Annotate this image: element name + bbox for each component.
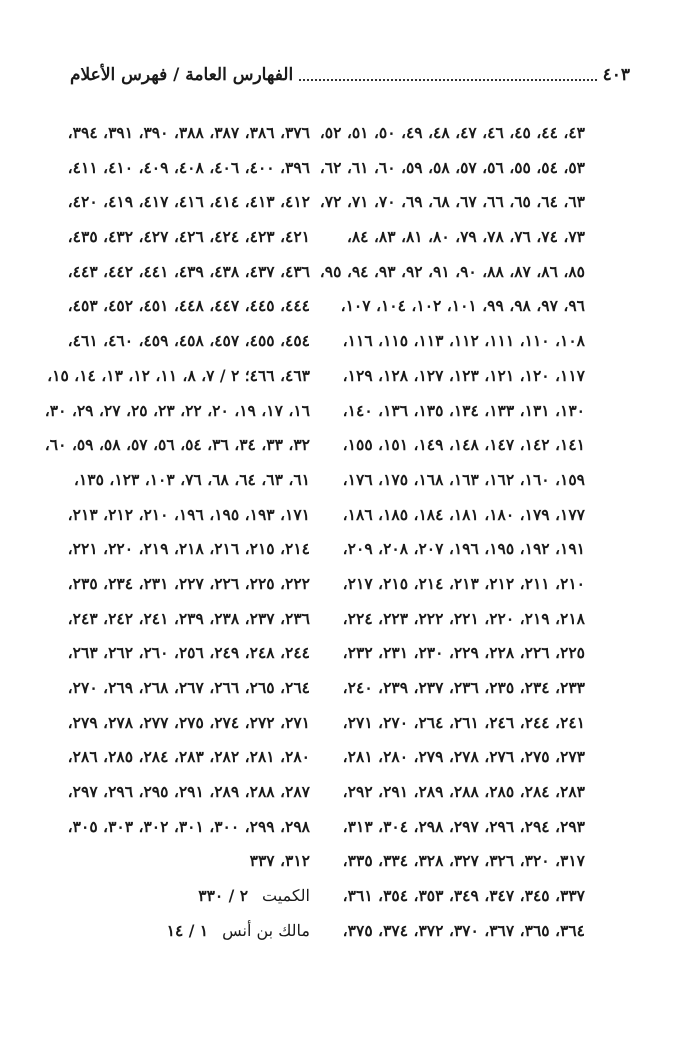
index-line: ٣١٢، ٣٣٧	[249, 851, 310, 871]
index-line: ٩٦، ٩٧، ٩٨، ٩٩، ١٠١، ١٠٢، ١٠٤، ١٠٧،	[340, 296, 585, 316]
index-line: ١٥٩، ١٦٠، ١٦٢، ١٦٣، ١٦٨، ١٧٥، ١٧٦،	[342, 469, 585, 489]
index-line: ٤٤٤، ٤٤٥، ٤٤٧، ٤٤٨، ٤٥١، ٤٥٢، ٤٥٣،	[67, 296, 310, 316]
page-number: ٤٠٣	[602, 65, 630, 85]
index-line: ٤٢١، ٤٢٣، ٤٢٤، ٤٢٦، ٤٢٧، ٤٣٢، ٤٣٥،	[67, 227, 310, 247]
index-line: ٦١، ٦٣، ٦٤، ٦٨، ٧٦، ١٠٣، ١٢٣، ١٣٥،	[73, 469, 310, 489]
index-line: ٢٢٢، ٢٢٥، ٢٢٦، ٢٢٧، ٢٣١، ٢٣٤، ٢٣٥،	[67, 573, 310, 593]
running-title: الفهارس العامة / فهرس الأعلام	[70, 65, 294, 85]
index-line: ٢٨٣، ٢٨٤، ٢٨٥، ٢٨٨، ٢٨٩، ٢٩١، ٢٩٢،	[342, 782, 585, 802]
index-line: ٢٨٠، ٢٨١، ٢٨٢، ٢٨٣، ٢٨٤، ٢٨٥، ٢٨٦،	[67, 747, 310, 767]
index-line: ٣٧٦، ٣٨٦، ٣٨٧، ٣٨٨، ٣٩٠، ٣٩١، ٣٩٤،	[67, 123, 310, 142]
index-line: ٢١٠، ٢١١، ٢١٢، ٢١٣، ٢١٤، ٢١٥، ٢١٧،	[342, 573, 585, 593]
index-line: ٧٣، ٧٤، ٧٦، ٧٨، ٧٩، ٨٠، ٨١، ٨٣، ٨٤،	[346, 227, 585, 247]
index-line: ١٧١، ١٩٣، ١٩٥، ١٩٦، ٢١٠، ٢١٢، ٢١٣،	[67, 504, 310, 524]
index-line: ٥٣، ٥٤، ٥٥، ٥٦، ٥٧، ٥٨، ٥٩، ٦٠، ٦١، ٦٢،	[319, 157, 585, 177]
index-line: ١١٧، ١٢٠، ١٢١، ١٢٣، ١٢٧، ١٢٨، ١٢٩،	[342, 365, 585, 385]
index-line: ٢٦٤، ٢٦٥، ٢٦٦، ٢٦٧، ٢٦٨، ٢٦٩، ٢٧٠،	[67, 678, 310, 697]
index-line: ٢٣٦، ٢٣٧، ٢٣٨، ٢٣٩، ٢٤١، ٢٤٢، ٢٤٣،	[67, 608, 310, 628]
entry-reference: ١ / ١٤	[166, 920, 209, 940]
leader-dots	[299, 69, 596, 81]
index-line: ٣٣٧، ٣٤٥، ٣٤٧، ٣٤٩، ٣٥٣، ٣٥٤، ٣٦١،	[342, 886, 585, 906]
index-line: ١٩١، ١٩٢، ١٩٥، ١٩٦، ٢٠٧، ٢٠٨، ٢٠٩،	[342, 539, 585, 559]
index-line: ١٤١، ١٤٢، ١٤٧، ١٤٨، ١٤٩، ١٥١، ١٥٥،	[342, 435, 585, 455]
index-line: ٦٣، ٦٤، ٦٥، ٦٦، ٦٧، ٦٨، ٦٩، ٧٠، ٧١، ٧٢،	[319, 192, 585, 212]
index-column-right	[319, 116, 585, 949]
index-line: ٢٩٣، ٢٩٤، ٢٩٦، ٢٩٧، ٢٩٨، ٣٠٤، ٣١٣،	[342, 816, 585, 836]
index-line: ٢٧٣، ٢٧٥، ٢٧٦، ٢٧٨، ٢٧٩، ٢٨٠، ٢٨١،	[342, 747, 585, 767]
index-line: ٢٤٤، ٢٤٨، ٢٤٩، ٢٥٦، ٢٦٠، ٢٦٢، ٢٦٣،	[67, 643, 310, 663]
index-line: ٢٨٧، ٢٨٨، ٢٨٩، ٢٩١، ٢٩٥، ٢٩٦، ٢٩٧،	[67, 782, 310, 802]
index-column-left	[44, 116, 310, 949]
index-line: ٣٩٦، ٤٠٠، ٤٠٦، ٤٠٨، ٤٠٩، ٤١٠، ٤١١،	[67, 157, 310, 177]
entry-name: مالك بن أنس	[222, 920, 310, 940]
index-line: ٣٢، ٣٣، ٣٤، ٣٦، ٥٤، ٥٦، ٥٧، ٥٨، ٥٩، ٦٠،	[44, 435, 310, 455]
index-line: ٢٤١، ٢٤٤، ٢٤٦، ٢٦١، ٢٦٤، ٢٧٠، ٢٧١،	[342, 712, 585, 732]
index-line: ٤٣، ٤٤، ٤٥، ٤٦، ٤٧، ٤٨، ٤٩، ٥٠، ٥١، ٥٢،	[319, 123, 585, 142]
entry-reference: ٢ / ٣٣٠	[198, 886, 249, 906]
index-line: ١٧٧، ١٧٩، ١٨٠، ١٨١، ١٨٤، ١٨٥، ١٨٦،	[342, 504, 585, 524]
index-line: ٢٣٣، ٢٣٤، ٢٣٥، ٢٣٦، ٢٣٧، ٢٣٩، ٢٤٠،	[342, 678, 585, 697]
index-line: ١٦، ١٧، ١٩، ٢٠، ٢٢، ٢٣، ٢٥، ٢٧، ٢٩، ٣٠،	[44, 400, 310, 420]
index-line: ٤٥٤، ٤٥٥، ٤٥٧، ٤٥٨، ٤٥٩، ٤٦٠، ٤٦١،	[67, 331, 310, 351]
index-entry	[60, 879, 310, 914]
index-line: ٢٧١، ٢٧٢، ٢٧٤، ٢٧٥، ٢٧٧، ٢٧٨، ٢٧٩،	[67, 712, 310, 732]
index-line: ٤١٢، ٤١٣، ٤١٤، ٤١٦، ٤١٧، ٤١٩، ٤٢٠،	[67, 192, 310, 212]
index-entry	[60, 914, 310, 949]
index-line: ٤٣٦، ٤٣٧، ٤٣٨، ٤٣٩، ٤٤١، ٤٤٢، ٤٤٣،	[67, 261, 310, 281]
index-line: ٣٦٤، ٣٦٥، ٣٦٧، ٣٧٠، ٣٧٢، ٣٧٤، ٣٧٥،	[342, 920, 585, 940]
page-header	[70, 60, 630, 90]
index-line: ٨٥، ٨٦، ٨٧، ٨٨، ٩٠، ٩١، ٩٢، ٩٣، ٩٤، ٩٥،	[319, 261, 585, 281]
index-line: ٢١٤، ٢١٥، ٢١٦، ٢١٨، ٢١٩، ٢٢٠، ٢٢١،	[67, 539, 310, 559]
index-line: ٤٦٣، ٤٦٦؛ ٢ / ٧، ٨، ١١، ١٢، ١٣، ١٤، ١٥،	[47, 365, 310, 385]
index-line: ٣١٧، ٣٢٠، ٣٢٦، ٣٢٧، ٣٢٨، ٣٣٤، ٣٣٥،	[342, 851, 585, 871]
index-line: ٢١٨، ٢١٩، ٢٢٠، ٢٢١، ٢٢٢، ٢٢٣، ٢٢٤،	[342, 608, 585, 628]
index-line: ٢٩٨، ٢٩٩، ٣٠٠، ٣٠١، ٣٠٢، ٣٠٣، ٣٠٥،	[67, 816, 310, 836]
index-line: ٢٢٥، ٢٢٦، ٢٢٨، ٢٢٩، ٢٣٠، ٢٣١، ٢٣٢،	[342, 643, 585, 663]
entry-name: الكميت	[262, 886, 310, 906]
index-line: ١٠٨، ١١٠، ١١١، ١١٢، ١١٣، ١١٥، ١١٦،	[342, 331, 585, 351]
index-line: ١٣٠، ١٣١، ١٣٣، ١٣٤، ١٣٥، ١٣٦، ١٤٠،	[342, 400, 585, 420]
